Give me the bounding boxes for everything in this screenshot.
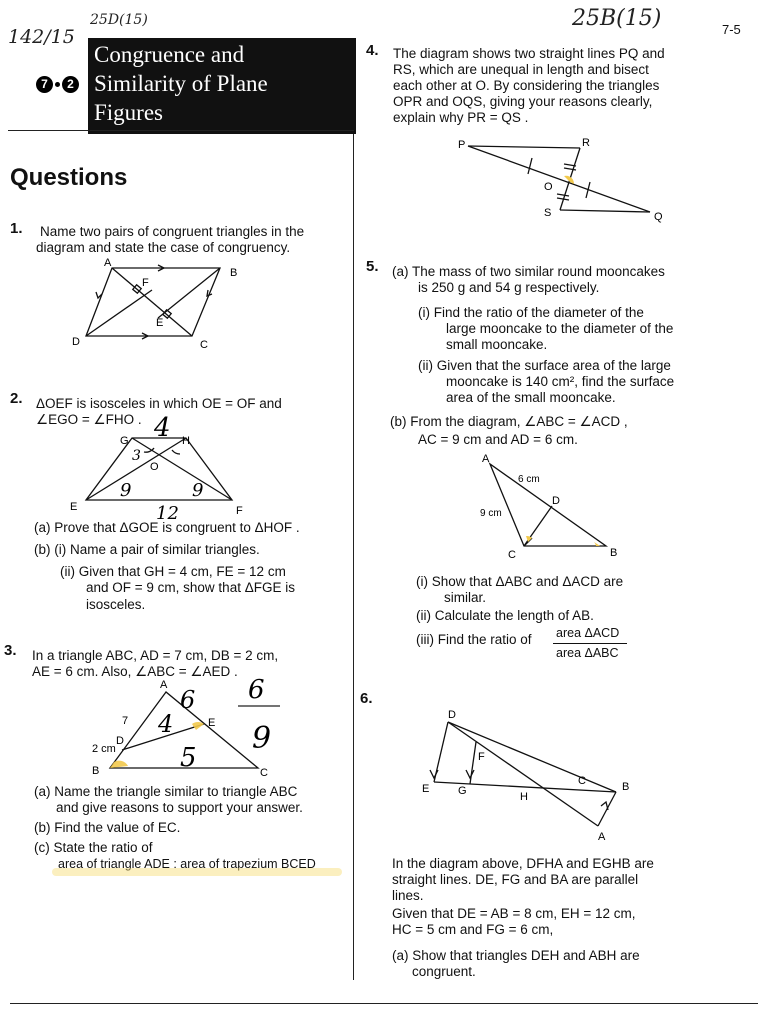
q3-part-c: (c) State the ratio of (34, 840, 153, 855)
q5-part-b-2: AC = 9 cm and AD = 6 cm. (418, 432, 578, 447)
q2-part-b-ii-1: (ii) Given that GH = 4 cm, FE = 12 cm (60, 564, 286, 579)
q1-line-2: diagram and state the case of congruency. (36, 240, 291, 255)
q5-part-a-ii-1: (ii) Given that the surface area of the large (418, 358, 671, 373)
q3-hand-6b: 6 (248, 675, 265, 705)
q2-hand-3: 3 (132, 448, 141, 464)
q5-label-a: A (482, 453, 490, 465)
q4-label-q: Q (654, 211, 663, 223)
q3-label-a: A (160, 679, 168, 691)
q2-label-o: O (150, 461, 159, 473)
q3-label-d: D (116, 735, 124, 747)
q3-part-b: (b) Find the value of EC. (34, 820, 181, 835)
q1-label-c: C (200, 339, 208, 351)
q3-label-e: E (208, 717, 216, 729)
q2-part-b-ii-2: and OF = 9 cm, show that ΔFGE is (86, 580, 295, 595)
q1-label-e: E (156, 317, 164, 329)
q3-part-c-2: area of triangle ADE : area of trapezium BCED (58, 857, 316, 871)
q6-label-a: A (598, 831, 606, 843)
q6-label-g: G (458, 785, 467, 797)
q2-line-2: ∠EGO = ∠FHO . (36, 412, 142, 427)
q4-label-r: R (582, 137, 590, 149)
q5-label-9cm: 9 cm (480, 508, 502, 519)
q1-label-a: A (104, 257, 112, 269)
highlighter-stroke (52, 868, 342, 876)
q2-hand-12: 12 (156, 503, 179, 522)
q6-label-h: H (520, 791, 528, 803)
q4-line-4: OPR and OQS, giving your reasons clearly, (393, 94, 653, 109)
title-line-3: Figures (94, 100, 163, 125)
chapter-badge: 7 (36, 76, 53, 93)
q6-label-f: F (478, 751, 485, 763)
q6-label-c: C (578, 775, 586, 787)
q5-fraction-bar (553, 643, 627, 644)
q6-paragraph-4: Given that DE = AB = 8 cm, EH = 12 cm, (392, 906, 636, 921)
q4-label-o: O (544, 181, 553, 193)
code-top: 25D(15) (90, 12, 148, 28)
q5-part-a-ii-2: mooncake is 140 cm², find the surface (446, 374, 675, 389)
page-number: 7-5 (722, 22, 741, 37)
q5-part-a-2: is 250 g and 54 g respectively. (418, 280, 600, 295)
q6-part-a-2: congruent. (412, 964, 476, 979)
q1-label-d: D (72, 336, 80, 348)
header-rule (8, 130, 354, 131)
q4-line-5: explain why PR = QS . (393, 110, 529, 125)
q5-part-a-i-1: (i) Find the ratio of the diameter of the (418, 305, 644, 320)
title-line-1: Congruence and (94, 42, 245, 67)
q5-label-d: D (552, 495, 560, 507)
chapter-title-box (88, 38, 356, 134)
q4-label-p: P (458, 139, 466, 151)
q2-hand-9a: 9 (120, 480, 132, 501)
badge-dot (55, 82, 60, 87)
q5-part-a-i-3: small mooncake. (446, 337, 548, 352)
q6-paragraph-2: straight lines. DE, FG and BA are parallel (392, 872, 639, 887)
q6-paragraph-5: HC = 5 cm and FG = 6 cm, (392, 922, 554, 937)
q6-number: 6. (360, 690, 373, 707)
q4-line-3: each other at O. By considering the triangles (393, 78, 660, 93)
q6-label-e: E (422, 783, 430, 795)
q5-fraction-numerator: area ΔACD (556, 626, 620, 640)
q2-part-b-i: (b) (i) Name a pair of similar triangles. (34, 542, 260, 557)
q5-fraction-denominator: area ΔABC (556, 646, 619, 660)
footer-rule (10, 1003, 758, 1004)
q5-number: 5. (366, 258, 379, 275)
q5-label-c: C (508, 549, 516, 561)
q6-label-d: D (448, 709, 456, 721)
q6-paragraph-1: In the diagram above, DFHA and EGHB are (392, 856, 654, 871)
q4-line-2: RS, which are unequal in length and bisect (393, 62, 649, 77)
q1-label-b: B (230, 267, 238, 279)
page-note-left: 142/15 (8, 26, 75, 48)
q3-line-1: In a triangle ABC, AD = 7 cm, DB = 2 cm, (32, 648, 279, 663)
q4-diagram (440, 130, 680, 230)
q2-hand-9b: 9 (192, 480, 204, 501)
q2-label-g: G (120, 435, 129, 447)
q2-line-1: ΔOEF is isosceles in which OE = OF and (36, 396, 282, 411)
q5-part-b-i-2: similar. (444, 590, 487, 605)
q6-label-b: B (622, 781, 630, 793)
q4-number: 4. (366, 42, 379, 59)
q3-label-2cm: 2 cm (92, 743, 116, 755)
q5-part-a-i-2: large mooncake to the diameter of the (446, 321, 674, 336)
q2-part-a: (a) Prove that ΔGOE is congruent to ΔHOF . (34, 520, 300, 535)
q1-number: 1. (10, 220, 23, 237)
q2-part-b-ii-3: isosceles. (86, 597, 146, 612)
q2-hand-4: 4 (154, 413, 171, 443)
q6-part-a-1: (a) Show that triangles DEH and ABH are (392, 948, 640, 963)
q3-hand-9: 9 (252, 721, 272, 756)
q5-part-b-i-1: (i) Show that ΔABC and ΔACD are (416, 574, 624, 589)
q3-part-a-1: (a) Name the triangle similar to triangle ABC (34, 784, 298, 799)
q3-hand-4: 4 (158, 710, 174, 738)
q5-label-b: B (610, 547, 618, 559)
q5-diagram (470, 450, 650, 565)
q5-part-a-1: (a) The mass of two similar round mooncakes (392, 264, 665, 279)
q4-label-s: S (544, 207, 552, 219)
q3-number: 3. (4, 642, 17, 659)
column-divider (353, 134, 354, 980)
q5-part-b-ii: (ii) Calculate the length of AB. (416, 608, 594, 623)
q2-label-h: H (182, 435, 190, 447)
q6-paragraph-3: lines. (392, 888, 424, 903)
q5-label-6cm: 6 cm (518, 474, 540, 485)
q3-label-c: C (260, 767, 268, 779)
q2-diagram (60, 412, 320, 522)
q2-number: 2. (10, 390, 23, 407)
section-badge: 2 (62, 76, 79, 93)
q2-label-f: F (236, 505, 243, 517)
q5-part-b-iii: (iii) Find the ratio of (416, 632, 532, 647)
title-line-2: Similarity of Plane (94, 71, 268, 96)
q1-line-1: Name two pairs of congruent triangles in the (40, 224, 305, 239)
q1-diagram (60, 256, 260, 356)
q3-label-7: 7 (122, 715, 129, 727)
q3-hand-5: 5 (180, 743, 197, 773)
q3-part-a-2: and give reasons to support your answer. (56, 800, 303, 815)
q4-line-1: The diagram shows two straight lines PQ and (393, 46, 665, 61)
q3-diagram (88, 672, 308, 782)
q6-diagram (416, 706, 646, 846)
q3-label-b: B (92, 765, 100, 777)
code-right: 25B(15) (572, 6, 662, 31)
questions-heading: Questions (10, 164, 128, 191)
q5-part-a-ii-3: area of the small mooncake. (446, 390, 616, 405)
q5-part-b-1: (b) From the diagram, ∠ABC = ∠ACD , (390, 414, 628, 429)
q2-label-e: E (70, 501, 78, 513)
q3-hand-6a: 6 (180, 686, 196, 714)
q3-line-2: AE = 6 cm. Also, ∠ABC = ∠AED . (32, 664, 238, 679)
q1-label-f: F (142, 277, 149, 289)
